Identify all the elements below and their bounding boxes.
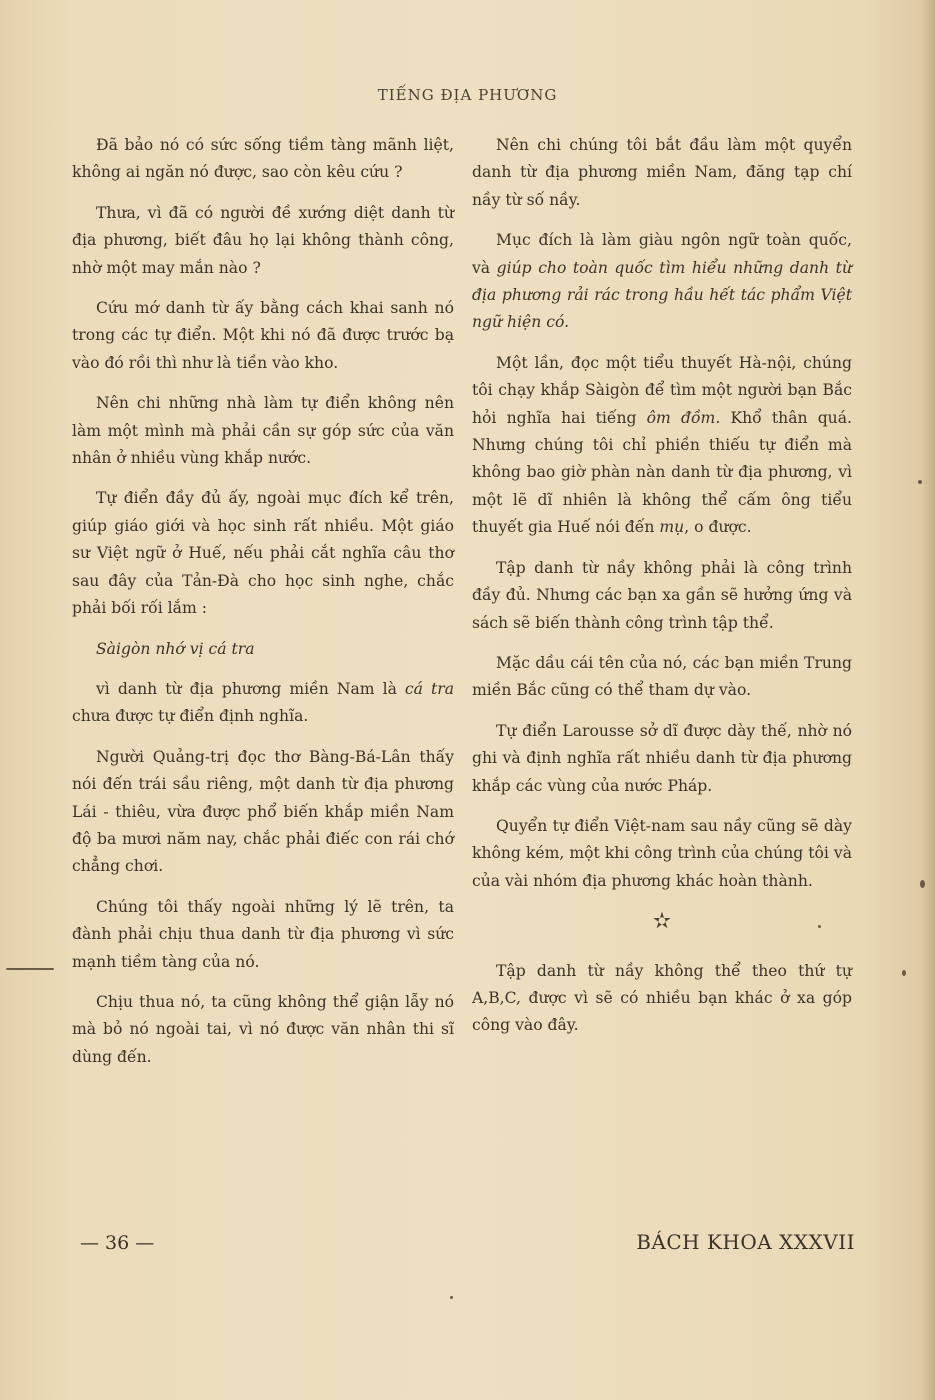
paragraph: Tập danh từ nầy không thể theo thứ tự A,B,C, được vì sẽ có nhiều bạn khác ở xa góp công vào đây. (472, 961, 852, 1035)
left-column (72, 132, 454, 1084)
paragraph: Nên chi những nhà làm tự điển không nên làm một mình mà phải cần sự góp sức của văn nhân ở nhiều vùng khắp nước. (72, 394, 454, 468)
paragraph: Quyển tự điển Việt-nam sau nầy cũng sẽ dày không kém, một khi công trình của chúng tôi và của vài nhóm địa phương khác hoàn thành. (472, 816, 852, 890)
paragraph: Thưa, vì đã có người đề xướng diệt danh từ địa phương, biết đâu họ lại không thành công, nhờ một may mắn nào ? (72, 203, 454, 277)
emphasis: cá tra (404, 679, 455, 698)
paragraph (472, 350, 852, 542)
paragraph: Cứu mớ danh từ ấy bằng cách khai sanh nó trong các tự điển. Một khi nó đã được trước bạ vào đó rồi thì như là tiền vào kho. (72, 299, 454, 372)
paragraph: Tự điển đầy đủ ấy, ngoài mục đích kể trên, giúp giáo giới và học sinh rất nhiều. Một giáo sư Việt ngữ ở Huế, nếu phải cắt nghĩa câu thơ sau đây của Tản-Đà cho học sinh nghe, chắc phải bối rối lắm : (72, 489, 454, 618)
paragraph (472, 227, 852, 337)
text-run: Mục đích là làm giàu ngôn ngữ toàn quốc, và (472, 231, 852, 277)
text-run: Một lần, đọc một tiểu thuyết Hà-nội, chúng tôi chạy khắp Sàigòn để tìm một người bạn Bắc hỏi nghĩa hai tiếng (472, 353, 852, 427)
emphasis: mụ (659, 518, 685, 537)
publication-footer: BÁCH KHOA XXXVII (636, 1230, 855, 1254)
emphasis: giúp cho toàn quốc tìm hiểu những danh từ địa phương rải rác trong hầu hết tác phẩm Việt ngữ hiện có. (472, 258, 852, 332)
running-header: TIẾNG ĐỊA PHƯƠNG (377, 86, 558, 104)
paragraph: Người Quảng-trị đọc thơ Bàng-Bá-Lân thấy nói đến trái sầu riêng, một danh từ địa phương Lái - thiêu, vừa được phổ biến khắp miền Nam độ ba mươi năm nay, chắc phải điếc con rái chớ chẳng chơi. (72, 747, 454, 876)
paragraph (72, 676, 454, 731)
emphasis: ôm đồm (646, 408, 716, 427)
text-run: chưa được tự điển định nghĩa. (72, 707, 309, 726)
paragraph: Nên chi chúng tôi bắt đầu làm một quyển danh từ địa phương miền Nam, đăng tạp chí nầy từ số nầy. (472, 136, 852, 209)
page-number: — 36 — (80, 1232, 155, 1254)
paragraph: Mặc dầu cái tên của nó, các bạn miền Trung miền Bắc cũng có thể tham dự vào. (472, 653, 852, 700)
paragraph: Tập danh từ nầy không phải là công trình đầy đủ. Nhưng các bạn xa gần sẽ hưởng ứng và sách sẽ biến thành công trình tập thể. (472, 558, 852, 632)
text-run: . Khổ thân quá. Nhưng chúng tôi chỉ phiền thiếu tự điển mà không bao giờ phàn nàn danh từ địa phương, vì một lẽ dĩ nhiên là không thể cấm ông tiểu thuyết gia Huế nói đến (472, 408, 852, 537)
paragraph: Tự điển Larousse sở dĩ được dày thế, nhờ nó ghi và định nghĩa rất nhiều danh từ địa phương khắp các vùng của nước Pháp. (472, 721, 852, 795)
page-edge-shadow (921, 0, 935, 1400)
paragraph: Chịu thua nó, ta cũng không thể giận lẫy nó mà bỏ nó ngoài tai, vì nó được văn nhân thi sĩ dùng đến. (72, 992, 454, 1066)
paragraph: Đã bảo nó có sức sống tiềm tàng mãnh liệt, không ai ngăn nó được, sao còn kêu cứu ? (72, 136, 454, 182)
text-run: , o được. (684, 518, 752, 537)
verse-quote: Sàigòn nhớ vị cá tra (96, 639, 255, 658)
text-run: vì danh từ địa phương miền Nam là (96, 679, 405, 698)
paragraph: Chúng tôi thấy ngoài những lý lẽ trên, ta đành phải chịu thua danh từ địa phương vì sức mạnh tiềm tàng của nó. (72, 897, 454, 971)
right-column (472, 132, 852, 1053)
star-ornament-icon: ✫ (652, 909, 672, 935)
